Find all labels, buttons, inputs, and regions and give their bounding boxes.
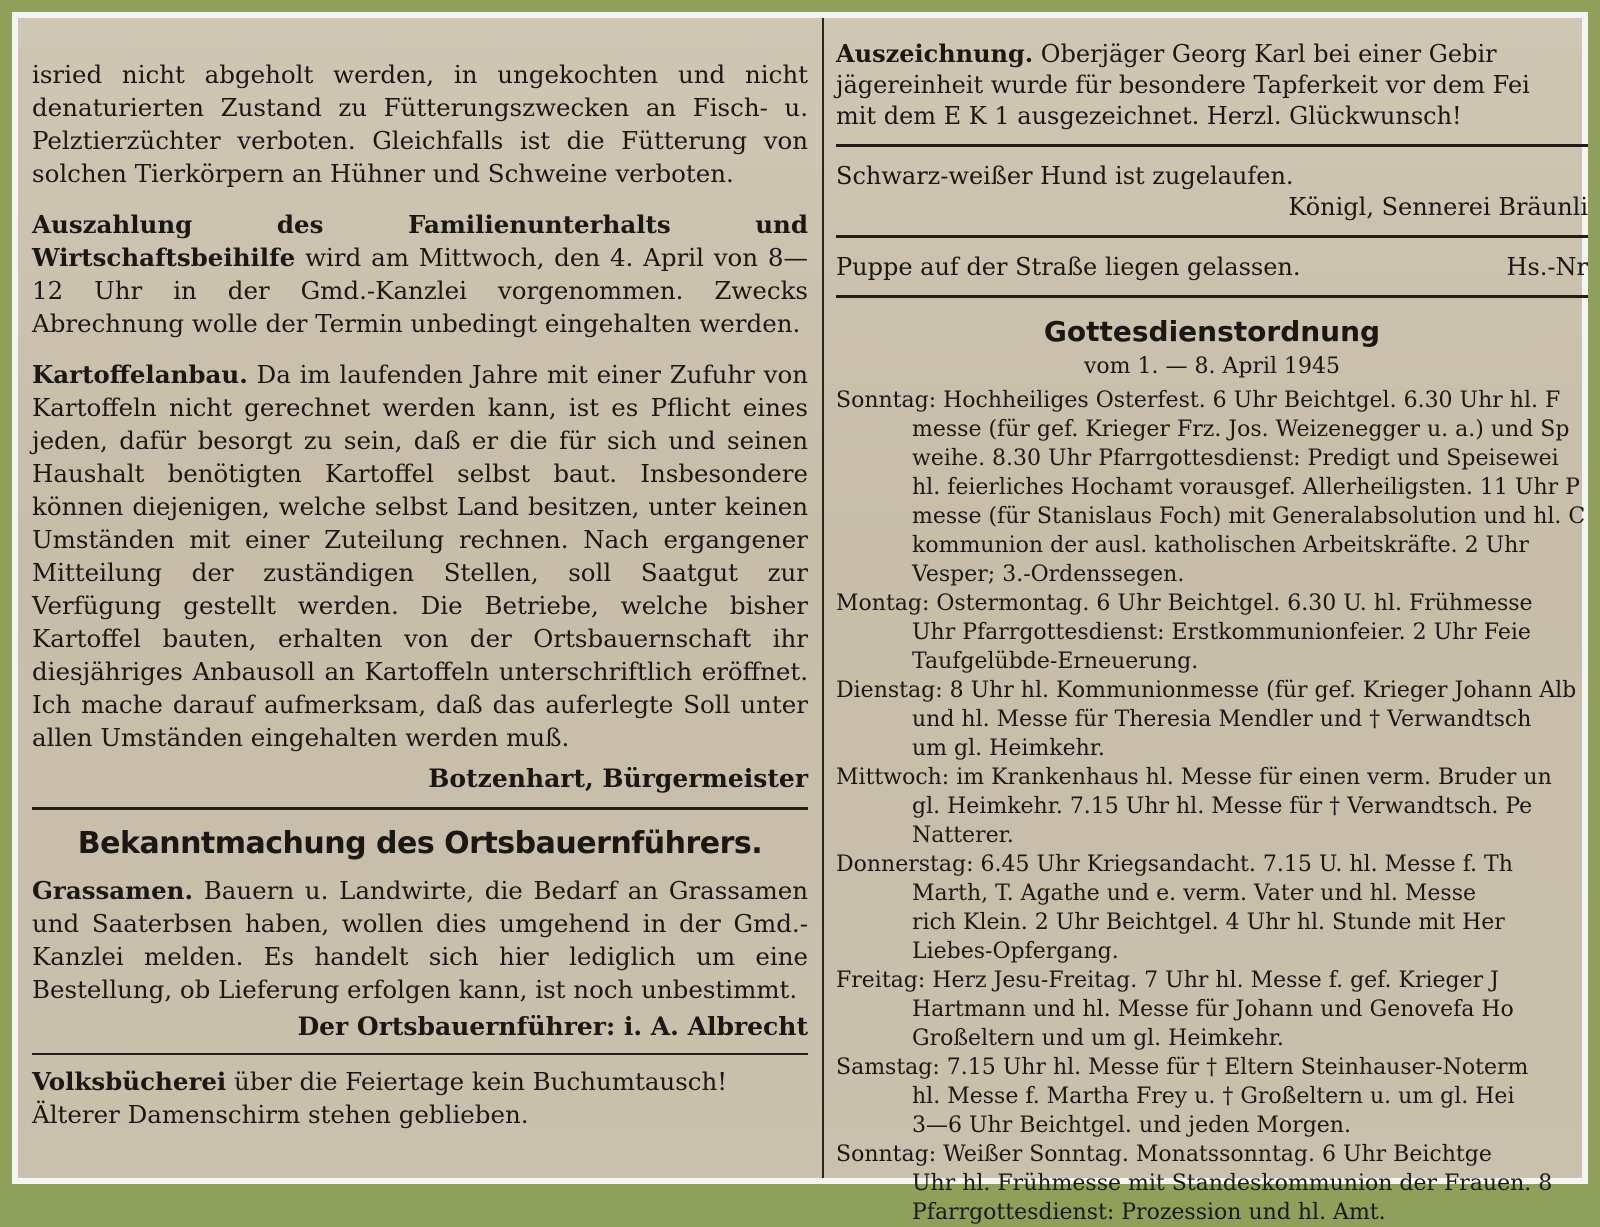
schedule-entry-continuation: Uhr Pfarrgottesdienst: Erstkommunionfeier. 2 Uhr Feie bbox=[912, 620, 1531, 645]
schedule-entry-continuation: messe (für gef. Krieger Frz. Jos. Weizenegger u. a.) und Sp bbox=[912, 417, 1570, 442]
schedule-entry-continuation: und hl. Messe für Theresia Mendler und † Verwandtsch bbox=[912, 707, 1532, 732]
schedule-entry-first-line: Donnerstag: 6.45 Uhr Kriegsandacht. 7.15 U. hl. Messe f. Th bbox=[836, 852, 1513, 877]
notice-doll-ref: Hs.-Nr bbox=[1506, 253, 1588, 281]
notice-dog-line-2: Königl, Sennerei Bräunli bbox=[1288, 193, 1588, 221]
notice-potato-planting-lead: Kartoffelanbau. bbox=[32, 360, 248, 389]
notice-potato-planting-body: Da im laufenden Jahre mit einer Zufuhr von Kartoffeln nicht gerechnet werden kann, ist es Pflicht eines jeden, dafür besorgt zu sein, daß er die für sich und seinen Haushalt benötigten Kartoffel selbst baut. Insbesondere können diejenigen, welche selbst Land besitzen, unter keinen Umständen mit einer Zuteilung rechnen. Nach ergangener Mitteilung der zuständigen Stellen, soll Saatgut zur Verfügung gestellt werden. Die Betriebe, welche bisher Kartoffel bauten, erhalten von der Ortsbauernschaft ihr diesjähriges Anbausoll an Kartoffeln unterschriftlich eröffnet. Ich mache darauf aufmerksam, daß das auferlegte Soll unter allen Umständen eingehalten werden muß. bbox=[32, 360, 808, 752]
farmer-leader-headline: Bekanntmachung des Ortsbauernführers. bbox=[77, 826, 763, 861]
schedule-entry bbox=[836, 850, 1588, 966]
schedule-entry bbox=[836, 966, 1588, 1053]
column-divider bbox=[822, 18, 824, 1178]
schedule-entry-continuation: Liebes-Opfergang. bbox=[912, 939, 1119, 964]
church-schedule-dates: vom 1. — 8. April 1945 bbox=[1083, 354, 1341, 379]
notice-library bbox=[32, 1065, 808, 1098]
photo-frame bbox=[12, 12, 1588, 1225]
notice-library-lead: Volksbücherei bbox=[32, 1067, 227, 1096]
schedule-entry-continuation: Marth, T. Agathe und e. verm. Vater und hl. Messe bbox=[912, 881, 1477, 906]
notice-award-line-3: mit dem E K 1 ausgezeichnet. Herzl. Glückwunsch! bbox=[836, 102, 1462, 130]
schedule-entry-continuation: 3—6 Uhr Beichtgel. und jeden Morgen. bbox=[912, 1113, 1351, 1138]
schedule-entry-continuation: gl. Heimkehr. 7.15 Uhr hl. Messe für † Verwandtsch. Pe bbox=[912, 794, 1533, 819]
notice-family-allowance-lead: Auszahlung des Familienunterhalts und Wirtschaftsbeihilfe bbox=[32, 210, 808, 272]
notice-award-line-2: jägereinheit wurde für besondere Tapferkeit vor dem Fei bbox=[836, 71, 1530, 99]
notice-dog-line-1: Schwarz-weißer Hund ist zugelaufen. bbox=[836, 162, 1294, 190]
section-divider bbox=[32, 807, 808, 810]
schedule-entry-continuation: Natterer. bbox=[912, 823, 1014, 848]
schedule-entry bbox=[836, 676, 1588, 763]
notice-umbrella: Älterer Damenschirm stehen geblieben. bbox=[32, 1100, 529, 1129]
notice-family-allowance bbox=[32, 208, 808, 340]
schedule-entry bbox=[836, 1140, 1588, 1227]
notice-potato-planting bbox=[32, 358, 808, 754]
section-divider bbox=[32, 1053, 808, 1055]
schedule-entry-continuation: Pfarrgottesdienst: Prozession und hl. Amt. bbox=[912, 1200, 1386, 1225]
schedule-entry-continuation: messe (für Stanislaus Foch) mit Generalabsolution und hl. C bbox=[912, 504, 1586, 529]
newspaper-page bbox=[18, 18, 1588, 1225]
schedule-entry-first-line: Sonntag: Weißer Sonntag. Monatssonntag. 6 Uhr Beichtge bbox=[836, 1142, 1492, 1167]
schedule-entry-first-line: Dienstag: 8 Uhr hl. Kommunionmesse (für gef. Krieger Johann Alb bbox=[836, 678, 1577, 703]
mayor-signature: Botzenhart, Bürgermeister bbox=[428, 764, 808, 793]
schedule-entry-continuation: Hartmann und hl. Messe für Johann und Genovefa Ho bbox=[912, 997, 1514, 1022]
church-schedule-title: Gottesdienstordnung bbox=[1043, 315, 1381, 348]
notice-carcass-feeding: isried nicht abgeholt werden, in ungekochten und nicht denaturierten Zustand zu Fütterungszwecken an Fisch- u. Pelztierzüchter verboten. Gleichfalls ist die Fütterung von solchen Tierkörpern an Hühner und Schweine verboten. bbox=[32, 60, 808, 188]
schedule-entry bbox=[836, 1053, 1588, 1140]
notice-grass-seed-body: Bauern u. Landwirte, die Bedarf an Grassamen und Saaterbsen haben, wollen dies umgehend in der Gmd.-Kanzlei melden. Es handelt sich hier lediglich um eine Bestellung, ob Lieferung erfolgen kann, ist noch unbestimmt. bbox=[32, 876, 808, 1004]
notice-award bbox=[836, 38, 1588, 132]
notice-grass-seed-lead: Grassamen. bbox=[32, 876, 194, 905]
schedule-entry-continuation: weihe. 8.30 Uhr Pfarrgottesdienst: Predigt und Speisewei bbox=[912, 446, 1559, 471]
schedule-entry-first-line: Sonntag: Hochheiliges Osterfest. 6 Uhr Beichtgel. 6.30 Uhr hl. F bbox=[836, 388, 1561, 413]
schedule-entry-continuation: Uhr hl. Frühmesse mit Standeskommunion der Frauen. 8 bbox=[912, 1171, 1553, 1196]
schedule-entry-first-line: Freitag: Herz Jesu-Freitag. 7 Uhr hl. Messe f. gef. Krieger J bbox=[836, 968, 1499, 993]
section-divider bbox=[836, 235, 1588, 238]
schedule-entry bbox=[836, 589, 1588, 676]
schedule-entry bbox=[836, 386, 1588, 589]
schedule-entry-continuation: hl. feierliches Hochamt vorausgef. Allerheiligsten. 11 Uhr P bbox=[912, 475, 1580, 500]
church-schedule-list bbox=[836, 386, 1588, 1227]
schedule-entry-first-line: Mittwoch: im Krankenhaus hl. Messe für einen verm. Bruder un bbox=[836, 765, 1552, 790]
notice-library-body: über die Feiertage kein Buchumtausch! bbox=[226, 1067, 728, 1096]
schedule-entry-continuation: rich Klein. 2 Uhr Beichtgel. 4 Uhr hl. Stunde mit Her bbox=[912, 910, 1505, 935]
notice-family-allowance-body: wird am Mittwoch, den 4. April von 8—12 Uhr in der Gmd.-Kanzlei vorgenommen. Zwecks Abrechnung wolle der Termin unbedingt eingehalten werden. bbox=[32, 243, 808, 338]
farmer-leader-signature: Der Ortsbauernführer: i. A. Albrecht bbox=[297, 1012, 808, 1041]
notice-doll-text: Puppe auf der Straße liegen gelassen. bbox=[836, 253, 1301, 281]
schedule-entry-continuation: Taufgelübde-Erneuerung. bbox=[912, 649, 1199, 674]
schedule-entry-continuation: Großeltern und um gl. Heimkehr. bbox=[912, 1026, 1284, 1051]
schedule-entry-continuation: kommunion der ausl. katholischen Arbeitskräfte. 2 Uhr bbox=[912, 533, 1529, 558]
notice-dog bbox=[836, 161, 1588, 223]
section-divider bbox=[836, 295, 1588, 298]
schedule-entry-continuation: hl. Messe f. Martha Frey u. † Großeltern u. um gl. Hei bbox=[912, 1084, 1515, 1109]
notice-grass-seed bbox=[32, 874, 808, 1006]
schedule-entry-continuation: Vesper; 3.-Ordenssegen. bbox=[912, 562, 1185, 587]
notice-award-lead: Auszeichnung. bbox=[836, 39, 1034, 68]
section-divider bbox=[836, 144, 1588, 147]
schedule-entry-first-line: Montag: Ostermontag. 6 Uhr Beichtgel. 6.30 U. hl. Frühmesse bbox=[836, 591, 1533, 616]
left-column bbox=[32, 58, 808, 1168]
schedule-entry-first-line: Samstag: 7.15 Uhr hl. Messe für † Eltern Steinhauser-Noterm bbox=[836, 1055, 1529, 1080]
schedule-entry bbox=[836, 763, 1588, 850]
notice-award-line-1: Oberjäger Georg Karl bei einer Gebir bbox=[1033, 40, 1497, 68]
notice-doll bbox=[836, 252, 1588, 283]
schedule-entry-continuation: um gl. Heimkehr. bbox=[912, 736, 1105, 761]
right-column bbox=[836, 38, 1588, 1225]
